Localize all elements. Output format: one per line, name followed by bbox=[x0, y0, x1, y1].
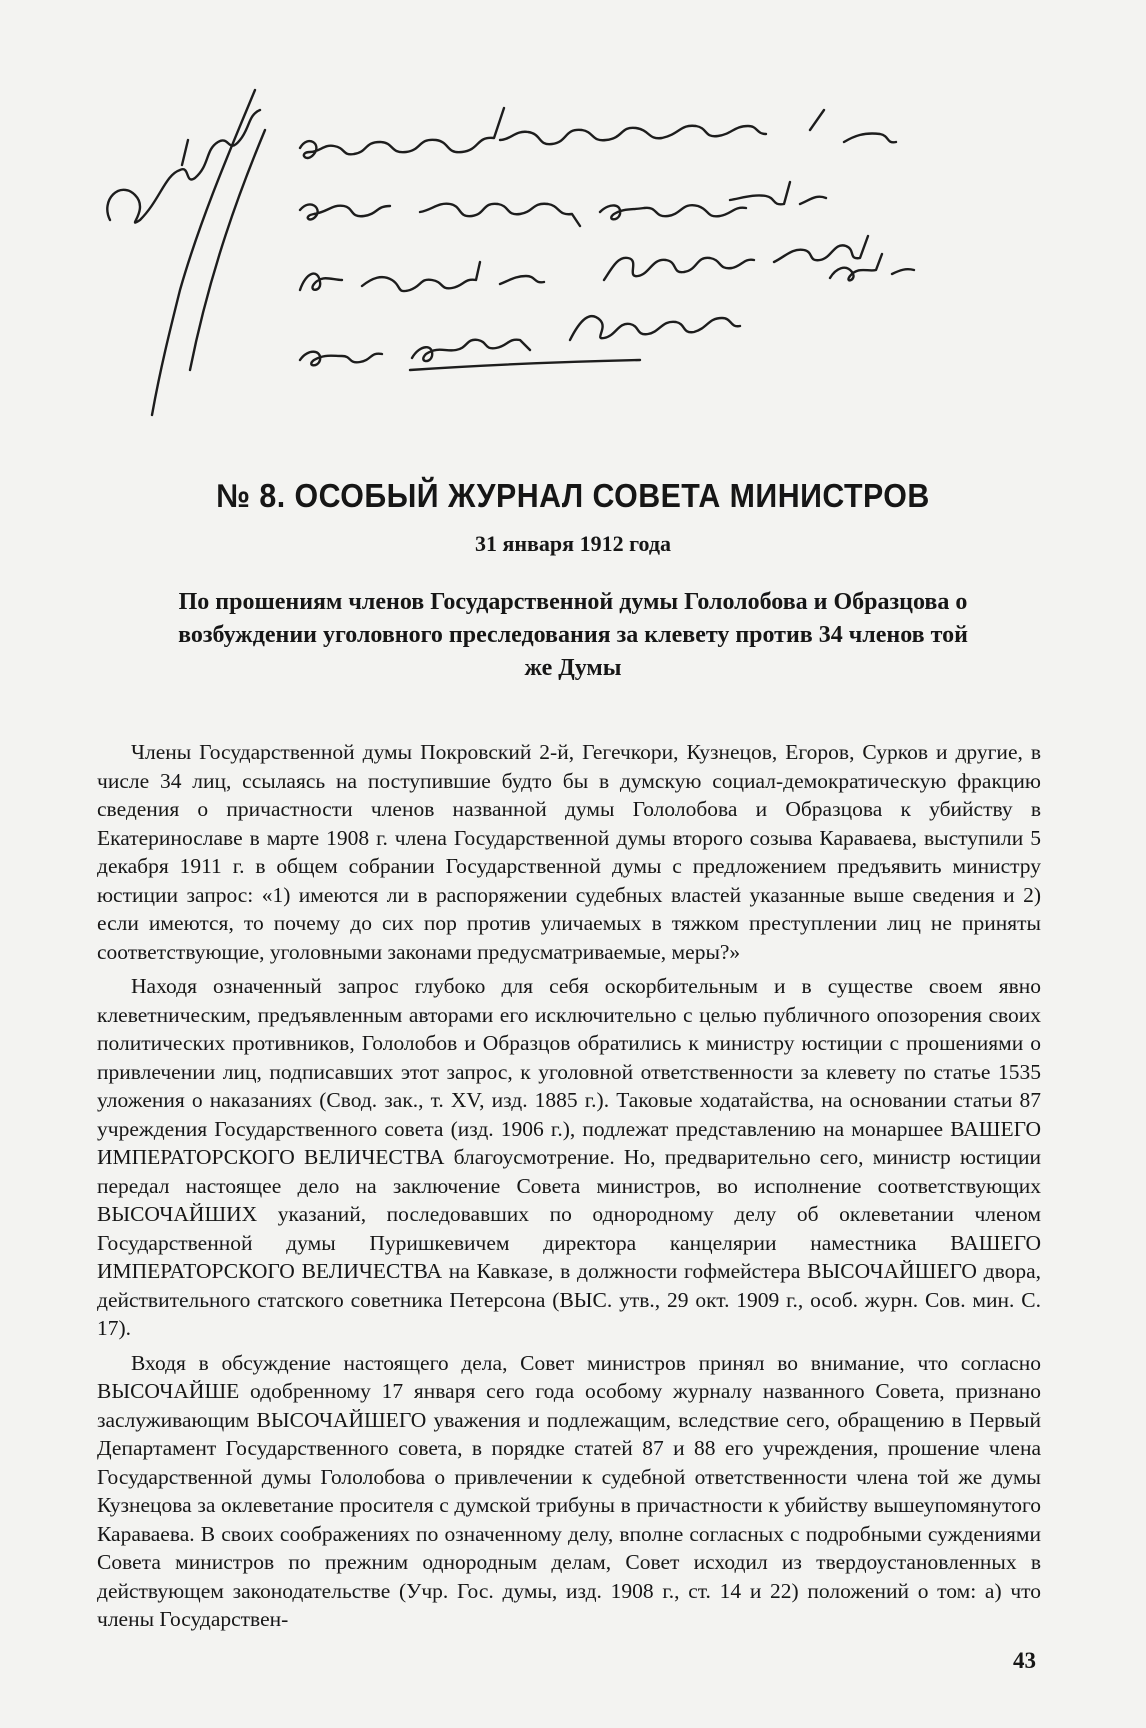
handwritten-resolution bbox=[90, 70, 990, 450]
paragraph: Находя означенный запрос глубоко для себя оскорбительным и в существе своем явно клеветническим, предъявленным авторами его исключительно с целью публичного опозорения своих политических противников, Гололобов и Образцов обратились к министру юстиции с прошениями о привлечении лиц, подписавших этот запрос, к уголовной ответственности за клевету по статье 1535 уложения о наказаниях (Свод. зак., т. XV, изд. 1885 г.). Таковые ходатайства, на основании статьи 87 учреждения Государственного совета (изд. 1906 г.), подлежат представлению на монаршее ВАШЕГО ИМПЕРАТОРСКОГО ВЕЛИЧЕСТВА благоусмотрение. Но, предварительно сего, министр юстиции передал настоящее дело на заключение Совета министров, во исполнение соответствующих ВЫСОЧАЙШИХ указаний, последовавших по однородному делу об оклеветании членом Государственной думы Пуришкевичем директора канцелярии наместника ВАШЕГО ИМПЕРАТОРСКОГО ВЕЛИЧЕСТВА на Кавказе, в должности гофмейстера ВЫСОЧАЙШЕГО двора, действительного статского советника Петерсона (ВЫС. утв., 29 окт. 1909 г., особ. журн. Сов. мин. С. 17). bbox=[97, 974, 1041, 1340]
paragraph: Входя в обсуждение настоящего дела, Совет министров принял во внимание, что согласно ВЫСОЧАЙШЕ одобренному 17 января сего года особому журналу названного Совета, признано заслуживающим ВЫСОЧАЙШЕГО уважения и подлежащим, вследствие сего, обращению в Первый Департамент Государственного совета, в порядке статей 87 и 88 его учреждения, прошение члена Государственной думы Гололобова о привлечении к судебной ответственности члена той же думы Кузнецова за оклеветание просителя с думской трибуны в причастности к убийству вышеупомянутого Караваева. В своих соображениях по означенному делу, вполне согласных с подробными суждениями Совета министров по прежним однородным делам, Совет исходил из твердоустановленных в действующем законодательстве (Учр. Гос. думы, изд. 1908 г., ст. 14 и 22) положений о том: а) что члены Государствен- bbox=[97, 1350, 1041, 1631]
document-date: 31 января 1912 года bbox=[474, 531, 672, 556]
document-title: № 8. ОСОБЫЙ ЖУРНАЛ СОВЕТА МИНИСТРОВ bbox=[216, 477, 930, 514]
document-subject: По прошениям членов Государственной думы Гололобова и Образцова о возбуждении уголовного преследования за клевету против 34 членов той же Думы bbox=[178, 589, 968, 681]
paragraph: Члены Государственной думы Покровский 2-й, Гегечкори, Кузнецов, Егоров, Сурков и другие, в числе 34 лиц, ссылаясь на поступившие будто бы в думскую социал-демократическую фракцию сведения о причастности членов названной думы Гололобова и Образцова к убийству в Екатеринославе в марте 1908 г. члена Государственной думы второго созыва Караваева, выступили 5 декабря 1911 г. в общем собрании Государственной думы с предложением предъявить министру юстиции запрос: «1) имеются ли в распоряжении судебных властей указанные выше сведения и 2) если имеются, то почему до сих пор против уличаемых в тяжком преступлении лиц не приняты соответствующие, уголовными законами предусматриваемые, меры?» bbox=[97, 740, 1041, 964]
page-number: 43 bbox=[1013, 1648, 1036, 1673]
document-body bbox=[97, 738, 1041, 1640]
handwriting-scribble bbox=[90, 70, 990, 450]
marginal-note-stroke bbox=[107, 110, 260, 223]
